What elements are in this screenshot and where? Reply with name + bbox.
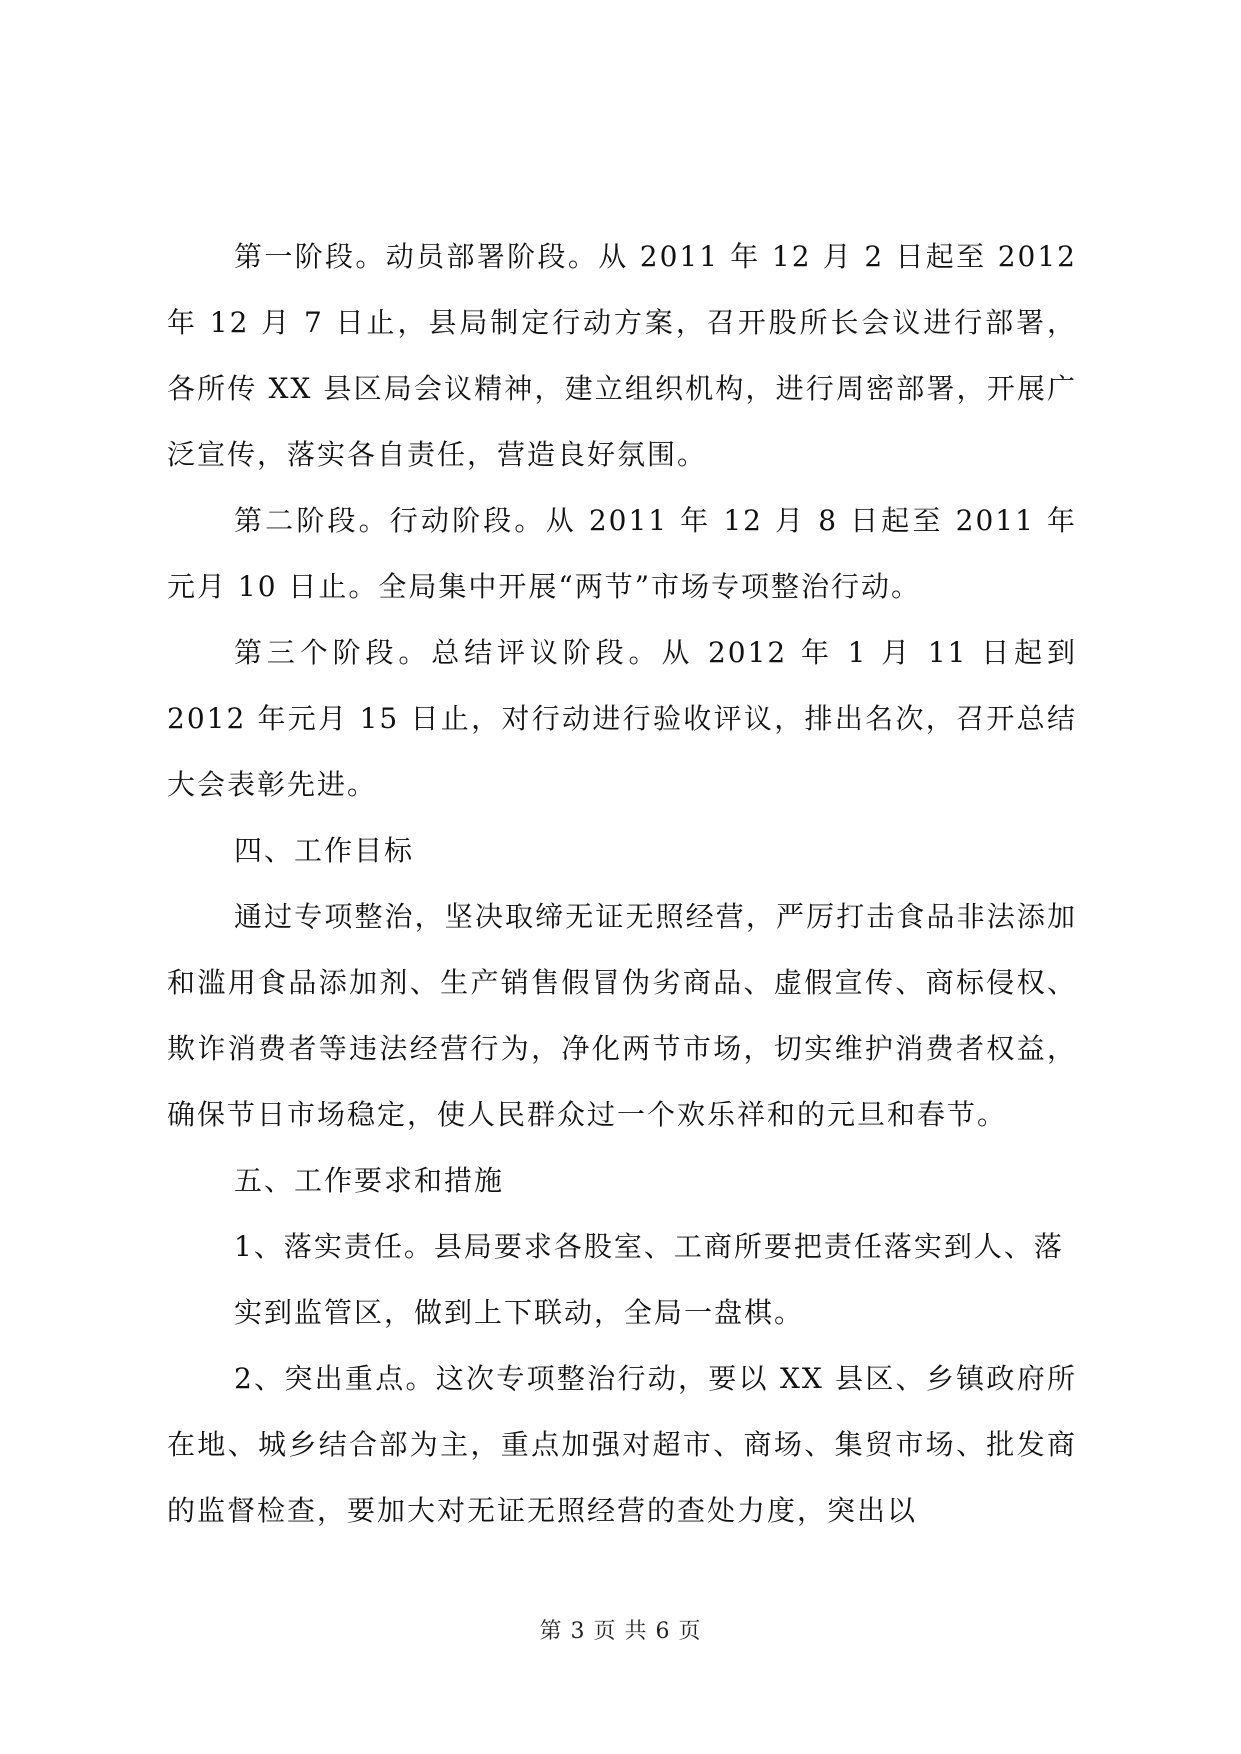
paragraph-stage-two: 第二阶段。行动阶段。从 2011 年 12 月 8 日起至 2011 年元月 10 日止。全局集中开展“两节”市场专项整治行动。 [167,504,1077,603]
paragraph-requirement-1: 1、落实责任。县局要求各股室、工商所要把责任落实到人、落实到监管区，做到上下联动，全局一盘棋。 [234,1230,1064,1329]
document-body [167,224,1077,1544]
paragraph-work-goals: 通过专项整治，坚决取缔无证无照经营，严厉打击食品非法添加和滥用食品添加剂、生产销售假冒伪劣商品、虚假宣传、商标侵权、欺诈消费者等违法经营行为，净化两节市场，切实维护消费者权益，确保节日市场稳定，使人民群众过一个欢乐祥和的元旦和春节。 [167,900,1077,1131]
paragraph-stage-one: 第一阶段。动员部署阶段。从 2011 年 12 月 2 日起至 2012 年 12 月 7 日止，县局制定行动方案，召开股所长会议进行部署，各所传 XX 县区局会议精神，建立组织机构，进行周密部署，开展广泛宣传，落实各自责任，营造良好氛围。 [167,240,1077,471]
paragraph-requirement-2: 2、突出重点。这次专项整治行动，要以 XX 县区、乡镇政府所在地、城乡结合部为主，重点加强对超市、商场、集贸市场、批发商的监督检查，要加大对无证无照经营的查处力度，突出以 [167,1362,1077,1527]
paragraph-stage-three: 第三个阶段。总结评议阶段。从 2012 年 1 月 11 日起到 2012 年元月 15 日止，对行动进行验收评议，排出名次，召开总结大会表彰先进。 [167,636,1077,801]
section-heading-requirements: 五、工作要求和措施 [234,1164,505,1197]
page-footer: 第 3 页 共 6 页 [539,1619,702,1644]
section-heading-work-goals: 四、工作目标 [234,834,415,867]
